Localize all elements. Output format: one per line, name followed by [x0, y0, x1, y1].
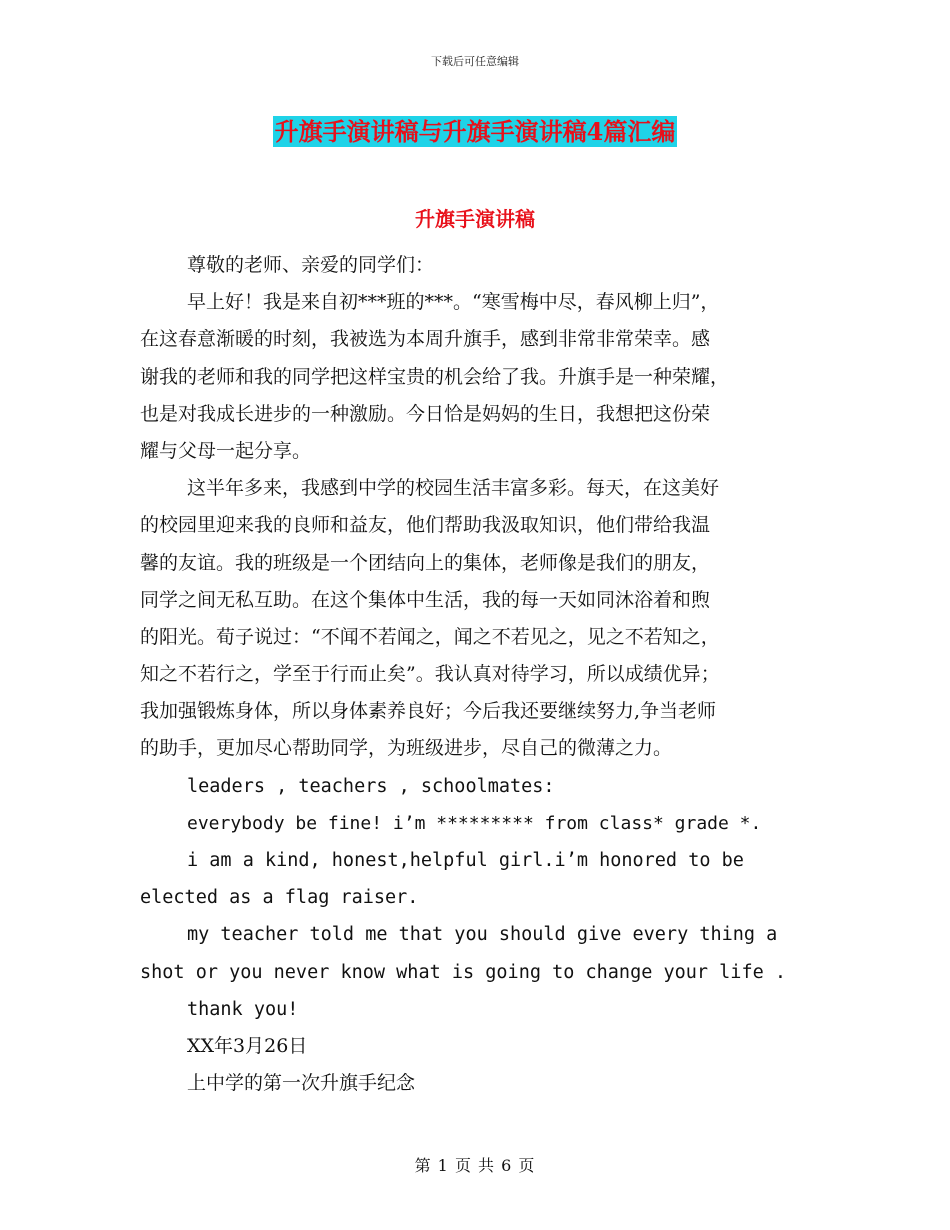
- body-line: 同学之间无私互助。在这个集体中生活，我的每一天如同沐浴着和煦: [140, 588, 711, 611]
- page-header-note: 下载后可任意编辑: [431, 55, 519, 68]
- body-line: 耀与父母一起分享。: [140, 439, 312, 462]
- page-footer: 第 1 页 共 6 页: [414, 1156, 536, 1175]
- body-line: 的助手，更加尽心帮助同学，为班级进步，尽自己的微薄之力。: [140, 737, 673, 760]
- body-line: 谢我的老师和我的同学把这样宝贵的机会给了我。升旗手是一种荣耀，: [140, 365, 730, 388]
- body-line: 的阳光。荀子说过：“不闻不若闻之，闻之不若见之，见之不若知之，: [140, 625, 720, 648]
- body-line-english: shot or you never know what is going to change your life .: [140, 961, 787, 983]
- body-line: 知之不若行之，学至于行而止矣”。我认真对待学习，所以成绩优异；: [140, 663, 720, 686]
- document-body: [140, 247, 805, 1102]
- body-line: 早上好！我是来自初***班的***。“寒雪梅中尽，春风柳上归”，: [187, 291, 720, 314]
- body-line: 这半年多来，我感到中学的校园生活丰富多彩。每天，在这美好: [187, 477, 720, 500]
- body-line: 也是对我成长进步的一种激励。今日恰是妈妈的生日，我想把这份荣: [140, 402, 711, 425]
- body-line: 馨的友谊。我的班级是一个团结向上的集体，老师像是我们的朋友，: [140, 551, 711, 574]
- document-title-text: 升旗手演讲稿与升旗手演讲稿4篇汇编: [274, 117, 676, 146]
- body-line-english: leaders , teachers , schoolmates:: [187, 775, 555, 797]
- body-line: 在这春意渐暖的时刻，我被选为本周升旗手，感到非常非常荣幸。感: [140, 328, 711, 351]
- body-line-english: elected as a flag raiser.: [140, 887, 419, 909]
- body-line-english: i am a kind, honest,helpful girl.i’m honored to be: [187, 850, 744, 871]
- body-line-english: thank you!: [187, 998, 299, 1020]
- body-line: 尊敬的老师、亲爱的同学们：: [187, 254, 435, 276]
- date-line: XX年3月26日: [187, 1034, 308, 1057]
- document-title: [0, 112, 950, 147]
- signature-line: 上中学的第一次升旗手纪念: [187, 1072, 416, 1095]
- body-line: 我加强锻炼身体，所以身体素养良好；今后我还要继续努力,争当老师: [140, 700, 717, 723]
- body-line-english: my teacher told me that you should give every thing a: [187, 924, 778, 946]
- body-line-english: everybody be fine! i’m ********* from class* grade *.: [187, 812, 762, 834]
- body-line: 的校园里迎来我的良师和益友，他们帮助我汲取知识，他们带给我温: [140, 514, 711, 537]
- section-title: 升旗手演讲稿: [415, 207, 535, 231]
